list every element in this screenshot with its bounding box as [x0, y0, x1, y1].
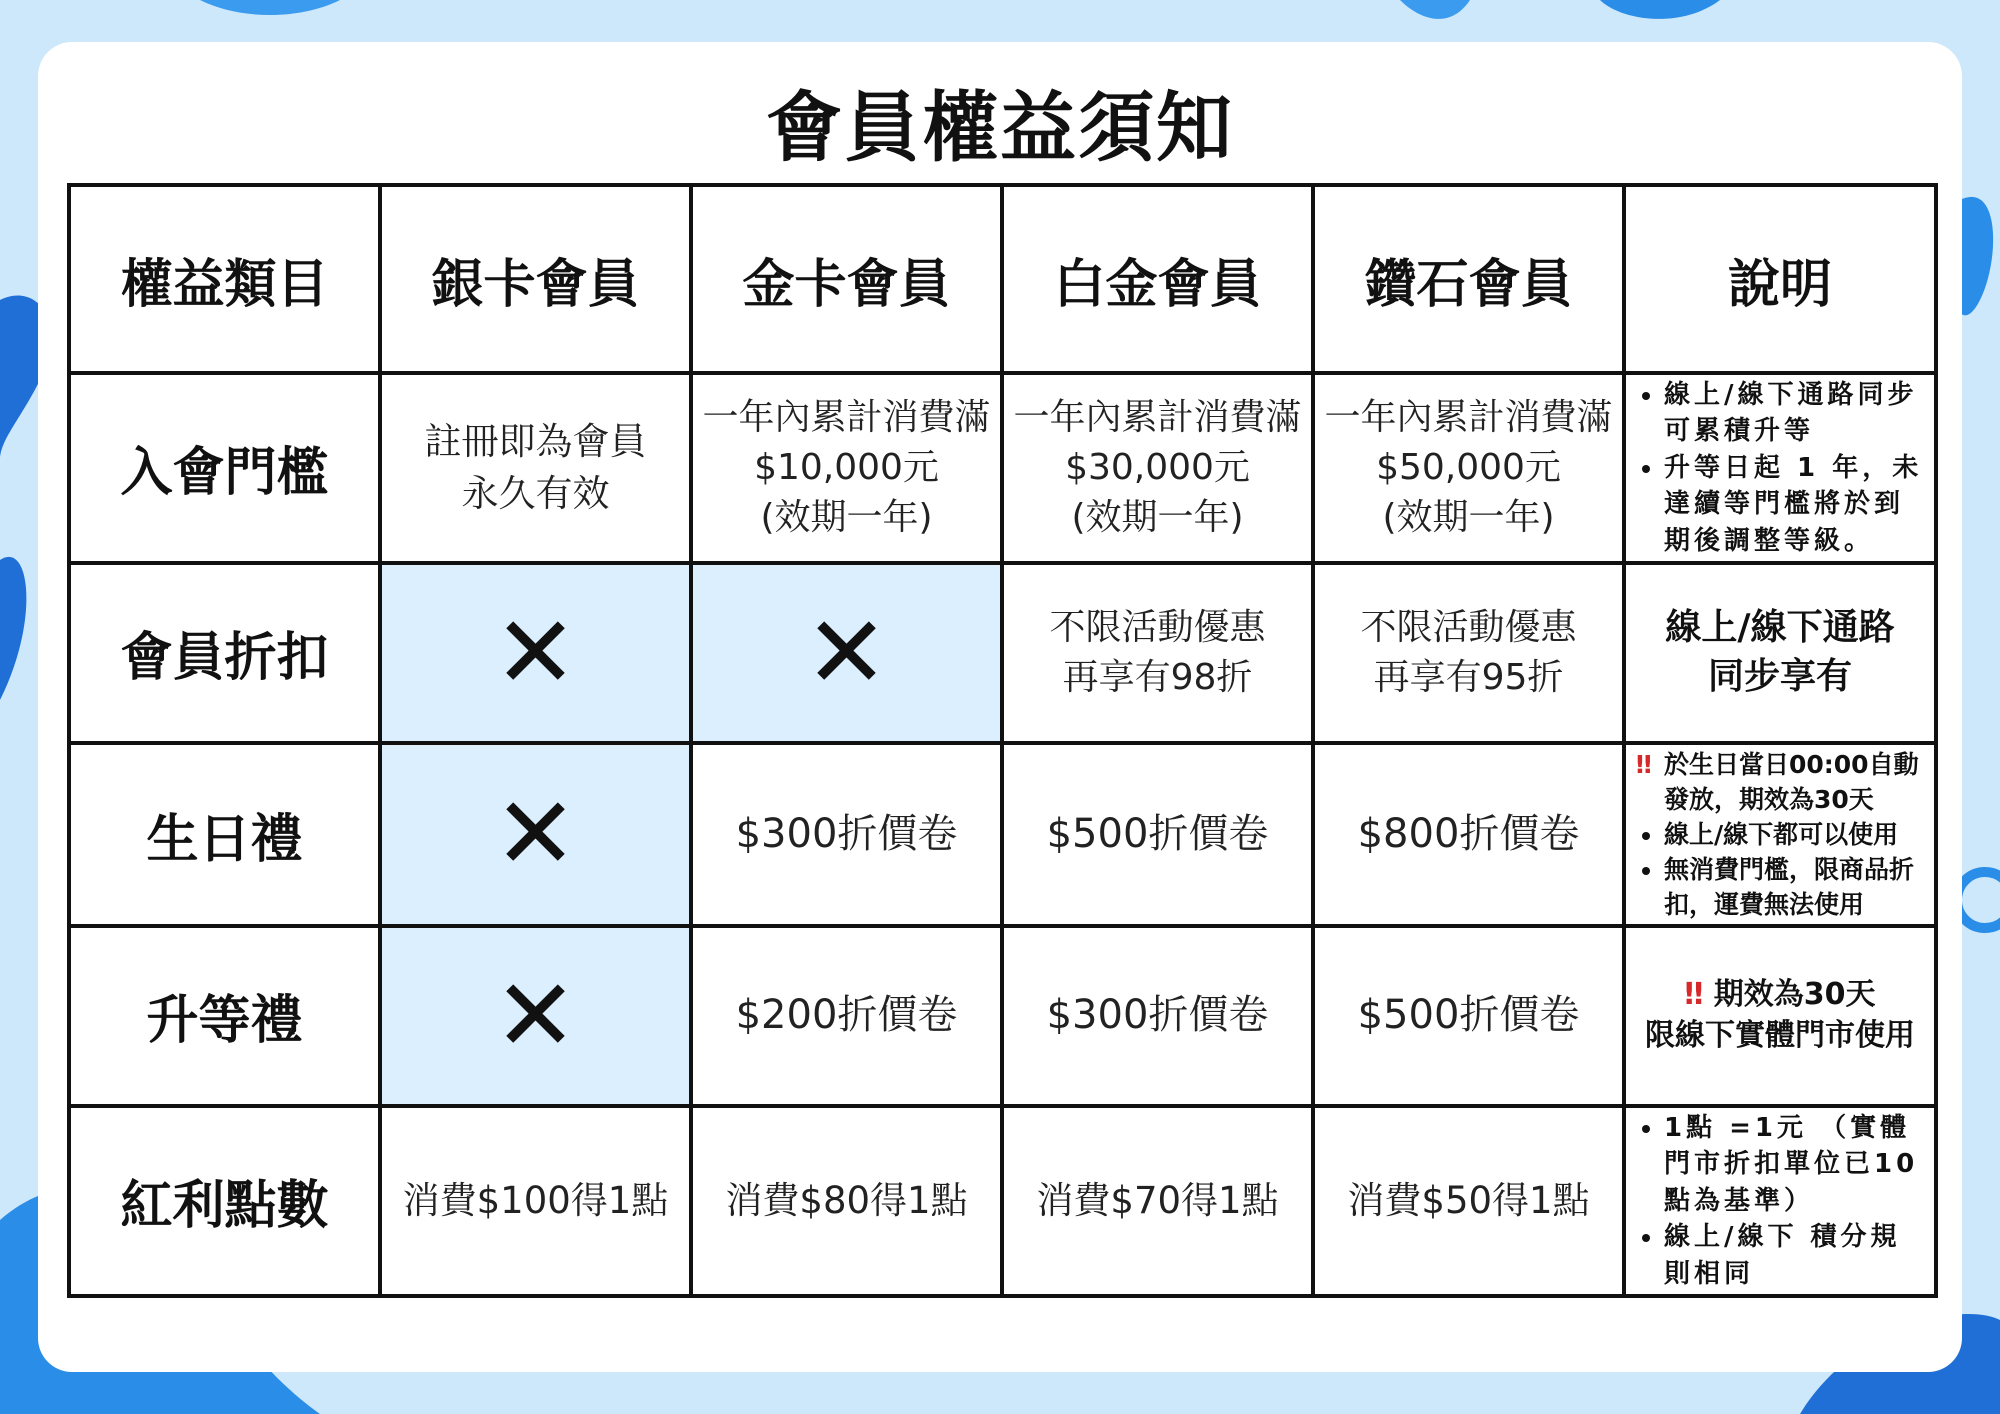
text-line: $50,000元 [1376, 447, 1561, 489]
gold-discount [691, 563, 1002, 743]
row-label: 生日禮 [69, 743, 380, 926]
silver-discount [380, 563, 691, 743]
threshold-notes [1624, 373, 1936, 563]
note-item: • 線上/線下通路同步可累積升等 [1664, 377, 1926, 450]
diamond-upgrade: $500折價卷 [1313, 926, 1624, 1106]
header-row [69, 185, 1936, 373]
table-row [69, 373, 1936, 563]
platinum-birthday: $500折價卷 [1002, 743, 1313, 926]
text-line: 再享有98折 [1062, 656, 1253, 698]
header-silver: 銀卡會員 [380, 185, 691, 373]
diamond-threshold [1313, 373, 1624, 563]
row-label: 入會門檻 [69, 373, 380, 563]
silver-points: 消費$100得1點 [380, 1106, 691, 1296]
row-label: 紅利點數 [69, 1106, 380, 1296]
note-line: 線上/線下通路 [1665, 607, 1895, 649]
note-item: • 線上/線下都可以使用 [1664, 817, 1926, 852]
cross-icon: ✕ [493, 593, 578, 711]
text-line: 永久有效 [461, 471, 610, 515]
header-notes: 說明 [1624, 185, 1936, 373]
platinum-points: 消費$70得1點 [1002, 1106, 1313, 1296]
text-line: 再享有95折 [1373, 656, 1564, 698]
row-label: 會員折扣 [69, 563, 380, 743]
note-line [1630, 975, 1930, 1016]
diamond-birthday: $800折價卷 [1313, 743, 1624, 926]
silver-threshold [380, 373, 691, 563]
header-category: 權益類目 [69, 185, 380, 373]
note-item [1634, 747, 1926, 817]
platinum-threshold [1002, 373, 1313, 563]
warning-icon: ‼ [1636, 749, 1652, 779]
platinum-upgrade: $300折價卷 [1002, 926, 1313, 1106]
note-line: 同步享有 [1707, 655, 1852, 697]
header-gold: 金卡會員 [691, 185, 1002, 373]
gold-threshold [691, 373, 1002, 563]
content-card [38, 42, 1962, 1372]
text-line: 註冊即為會員 [424, 420, 647, 464]
note-item: • 線上/線下 積分規則相同 [1664, 1219, 1926, 1292]
header-platinum: 白金會員 [1002, 185, 1313, 373]
cross-icon: ✕ [493, 956, 578, 1074]
text-line: (效期一年) [1382, 496, 1555, 538]
table-row [69, 563, 1936, 743]
membership-benefits-table [67, 183, 1938, 1298]
note-item: • 1點 =1元 （實體門市折扣單位已10點為基準） [1664, 1110, 1926, 1219]
text-line: 不限活動優惠 [1049, 607, 1266, 649]
text-line: 不限活動優惠 [1360, 607, 1577, 649]
upgrade-notes [1624, 926, 1936, 1106]
silver-upgrade [380, 926, 691, 1106]
note-item: • 升等日起 1 年，未達續等門檻將於到期後調整等級。 [1664, 450, 1926, 559]
diamond-discount [1313, 563, 1624, 743]
text-line: 一年內累計消費滿 [1324, 397, 1613, 439]
row-label: 升等禮 [69, 926, 380, 1106]
cross-icon: ✕ [804, 593, 889, 711]
table-row [69, 743, 1936, 926]
note-line: 限線下實體門市使用 [1645, 1017, 1915, 1053]
text-line: (效期一年) [760, 496, 933, 538]
text-line: 一年內累計消費滿 [702, 397, 991, 439]
table-row [69, 1106, 1936, 1296]
note-text: 於生日當日00:00自動發放，期效為30天 [1664, 749, 1919, 814]
cross-icon: ✕ [493, 775, 578, 893]
warning-icon: ‼ [1684, 977, 1704, 1013]
page-title: 會員權益須知 [766, 83, 1234, 172]
text-line: $10,000元 [754, 447, 939, 489]
gold-upgrade: $200折價卷 [691, 926, 1002, 1106]
table-row [69, 926, 1936, 1106]
gold-points: 消費$80得1點 [691, 1106, 1002, 1296]
gold-birthday: $300折價卷 [691, 743, 1002, 926]
text-line: $30,000元 [1065, 447, 1250, 489]
birthday-notes [1624, 743, 1936, 926]
note-text: 期效為30天 [1713, 977, 1876, 1013]
points-notes [1624, 1106, 1936, 1296]
note-item: • 無消費門檻，限商品折扣，運費無法使用 [1664, 852, 1926, 922]
platinum-discount [1002, 563, 1313, 743]
diamond-points: 消費$50得1點 [1313, 1106, 1624, 1296]
text-line: (效期一年) [1071, 496, 1244, 538]
text-line: 一年內累計消費滿 [1013, 397, 1302, 439]
header-diamond: 鑽石會員 [1313, 185, 1624, 373]
silver-birthday [380, 743, 691, 926]
discount-notes [1624, 563, 1936, 743]
